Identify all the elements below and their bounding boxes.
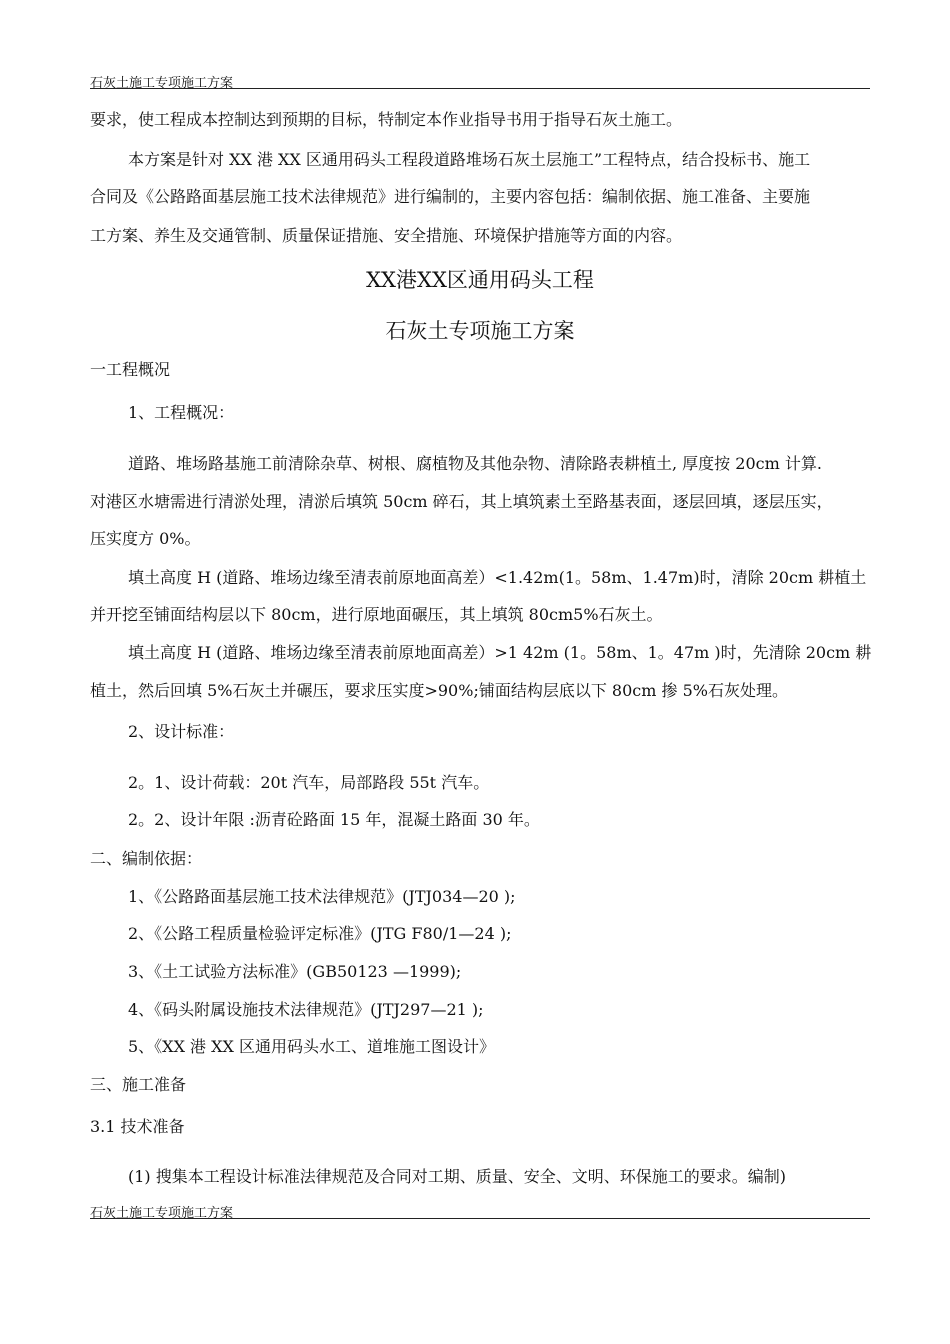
reference-item: 1、《公路路面基层施工技术法律规范》(JTJ034—20 ); bbox=[128, 887, 516, 906]
body-line: 2。1、设计荷载：20t 汽车，局部路段 55t 汽车。 bbox=[128, 773, 490, 792]
doc-title-line2: 石灰土专项施工方案 bbox=[385, 319, 575, 343]
section-heading: 一工程概况 bbox=[90, 360, 171, 379]
page-footer: 石灰土施工专项施工方案 bbox=[90, 1206, 234, 1221]
body-line: 并开挖至铺面结构层以下 80cm，进行原地面碾压，其上填筑 80cm5%石灰土。 bbox=[90, 605, 663, 624]
reference-item: 4、《码头附属设施技术法律规范》(JTJ297—21 ); bbox=[128, 1000, 484, 1019]
body-line: 填土高度 H (道路、堆场边缘至清表前原地面高差）<1.42m(1。58m、1.47m)时，清除 20cm 耕植土 bbox=[128, 568, 867, 587]
body-line: 本方案是针对 XX 港 XX 区通用码头工程段道路堆场石灰土层施工”工程特点，结合投标书、施工 bbox=[128, 150, 811, 169]
body-line: 道路、堆场路基施工前清除杂草、树根、腐植物及其他杂物、清除路表耕植土, 厚度按 20cm 计算. bbox=[128, 454, 822, 473]
subsection-heading: 2、设计标准： bbox=[128, 722, 235, 741]
reference-item: 2、《公路工程质量检验评定标准》(JTG F80/1—24 ); bbox=[128, 924, 512, 943]
reference-item: 3、《土工试验方法标准》(GB50123 —1999); bbox=[128, 962, 462, 981]
subsection-heading: 1、工程概况： bbox=[128, 403, 235, 422]
section-heading: 三、施工准备 bbox=[90, 1075, 187, 1094]
footer-rule bbox=[90, 1218, 870, 1219]
body-line: 植土，然后回填 5%石灰土并碾压，要求压实度>90%;铺面结构层底以下 80cm 掺 5%石灰处理。 bbox=[90, 681, 788, 700]
body-line: 要求，使工程成本控制达到预期的目标，特制定本作业指导书用于指导石灰土施工。 bbox=[90, 110, 683, 129]
subsection-heading: 3.1 技术准备 bbox=[90, 1117, 185, 1136]
body-line: 对港区水塘需进行清淤处理，清淤后填筑 50cm 碎石，其上填筑素土至路基表面，逐层回填，逐层压实， bbox=[90, 492, 833, 511]
header-rule bbox=[90, 88, 870, 89]
body-line: 填土高度 H (道路、堆场边缘至清表前原地面高差）>1 42m (1。58m、1。47m )时，先清除 20cm 耕 bbox=[128, 643, 872, 662]
body-line: 合同及《公路路面基层施工技术法律规范》进行编制的，主要内容包括：编制依据、施工准备、主要施 bbox=[90, 187, 811, 206]
body-line: 压实度方 0%。 bbox=[90, 529, 201, 548]
reference-item: 5、《XX 港 XX 区通用码头水工、道堆施工图设计》 bbox=[128, 1037, 496, 1056]
body-line: (1) 搜集本工程设计标准法律规范及合同对工期、质量、安全、文明、环保施工的要求。编制) bbox=[128, 1167, 786, 1186]
section-heading: 二、编制依据： bbox=[90, 849, 203, 868]
body-line: 工方案、养生及交通管制、质量保证措施、安全措施、环境保护措施等方面的内容。 bbox=[90, 226, 683, 245]
page-header: 石灰土施工专项施工方案 bbox=[90, 76, 234, 91]
doc-title-line1: XX港XX区通用码头工程 bbox=[366, 268, 594, 292]
body-line: 2。2、设计年限 :沥青砼路面 15 年，混凝土路面 30 年。 bbox=[128, 810, 540, 829]
